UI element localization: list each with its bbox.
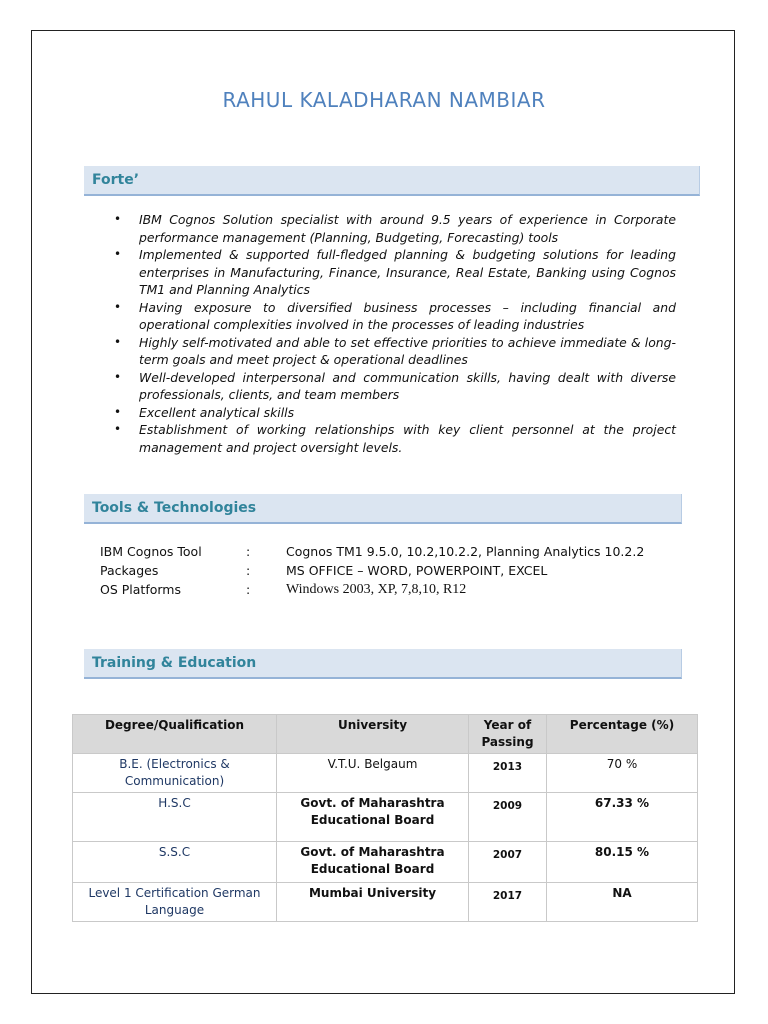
list-item: • Excellent analytical skills — [114, 404, 295, 420]
year-cell: 2007 — [469, 842, 547, 883]
list-item: • Well-developed interpersonal and communication skills, having dealt with diverse professionals, clients, and team members — [114, 369, 676, 402]
list-item: • IBM Cognos Solution specialist with around 9.5 years of experience in Corporate performance management (Planning, Budgeting, Forecasting) tools — [114, 212, 676, 245]
table-row — [73, 754, 698, 793]
bullet-icon: • — [114, 247, 122, 261]
degree-cell: Level 1 Certification German Language — [73, 883, 277, 922]
column-header-year: Year of Passing — [469, 715, 547, 754]
table-row — [73, 793, 698, 842]
university-cell: Govt. of Maharashtra Educational Board — [277, 842, 469, 883]
section-header-training: Training & Education — [84, 649, 682, 679]
percentage-cell: NA — [547, 883, 698, 922]
university-cell: Mumbai University — [277, 883, 469, 922]
year-cell: 2009 — [469, 793, 547, 842]
degree-cell: B.E. (Electronics & Communication) — [73, 754, 277, 793]
university-cell: Govt. of Maharashtra Educational Board — [277, 793, 469, 842]
bullet-icon: • — [114, 369, 122, 384]
forte-list — [112, 211, 676, 456]
tool-value: MS OFFICE – WORD, POWERPOINT, EXCEL — [286, 563, 548, 578]
column-header-university: University — [277, 715, 469, 754]
tool-separator: : — [246, 544, 251, 559]
bullet-icon: • — [114, 404, 122, 419]
bullet-icon: • — [114, 334, 122, 349]
percentage-cell: 80.15 % — [547, 842, 698, 883]
tool-label: OS Platforms — [100, 582, 181, 597]
tool-label: IBM Cognos Tool — [100, 544, 202, 559]
year-cell: 2013 — [469, 754, 547, 793]
section-header-forte: Forte’ — [84, 166, 700, 196]
section-header-tools: Tools & Technologies — [84, 494, 682, 524]
table-row — [73, 842, 698, 883]
tool-separator: : — [246, 582, 251, 597]
list-item: • Highly self-motivated and able to set effective priorities to achieve immediate & long-term goals and meet project & operational deadlines — [114, 334, 676, 367]
tool-value: Cognos TM1 9.5.0, 10.2,10.2.2, Planning Analytics 10.2.2 — [286, 544, 645, 559]
degree-cell: H.S.C — [73, 793, 277, 842]
candidate-name: RAHUL KALADHARAN NAMBIAR — [222, 88, 546, 112]
percentage-cell: 70 % — [547, 754, 698, 793]
degree-cell: S.S.C — [73, 842, 277, 883]
list-item: • Establishment of working relationships with key client personnel at the project management and project oversight levels. — [114, 422, 676, 455]
bullet-icon: • — [114, 422, 122, 436]
table-header-row — [73, 715, 698, 754]
tool-value: Windows 2003, XP, 7,8,10, R12 — [286, 582, 467, 597]
bullet-icon: • — [114, 299, 122, 314]
table-row — [73, 883, 698, 922]
column-header-percentage: Percentage (%) — [547, 715, 698, 754]
bullet-icon: • — [114, 212, 122, 226]
university-cell: V.T.U. Belgaum — [277, 754, 469, 793]
column-header-degree: Degree/Qualification — [73, 715, 277, 754]
list-item: • Implemented & supported full-fledged planning & budgeting solutions for leading enterprises in Manufacturing, Finance, Insurance, Real Estate, Banking using Cognos TM1 and Planning Analytics — [114, 247, 676, 297]
list-item: • Having exposure to diversified business processes – including financial and operational complexities involved in the processes of leading industries — [114, 299, 676, 332]
tool-label: Packages — [100, 563, 159, 578]
tool-separator: : — [246, 563, 251, 578]
percentage-cell: 67.33 % — [547, 793, 698, 842]
education-table — [72, 714, 698, 922]
year-cell: 2017 — [469, 883, 547, 922]
